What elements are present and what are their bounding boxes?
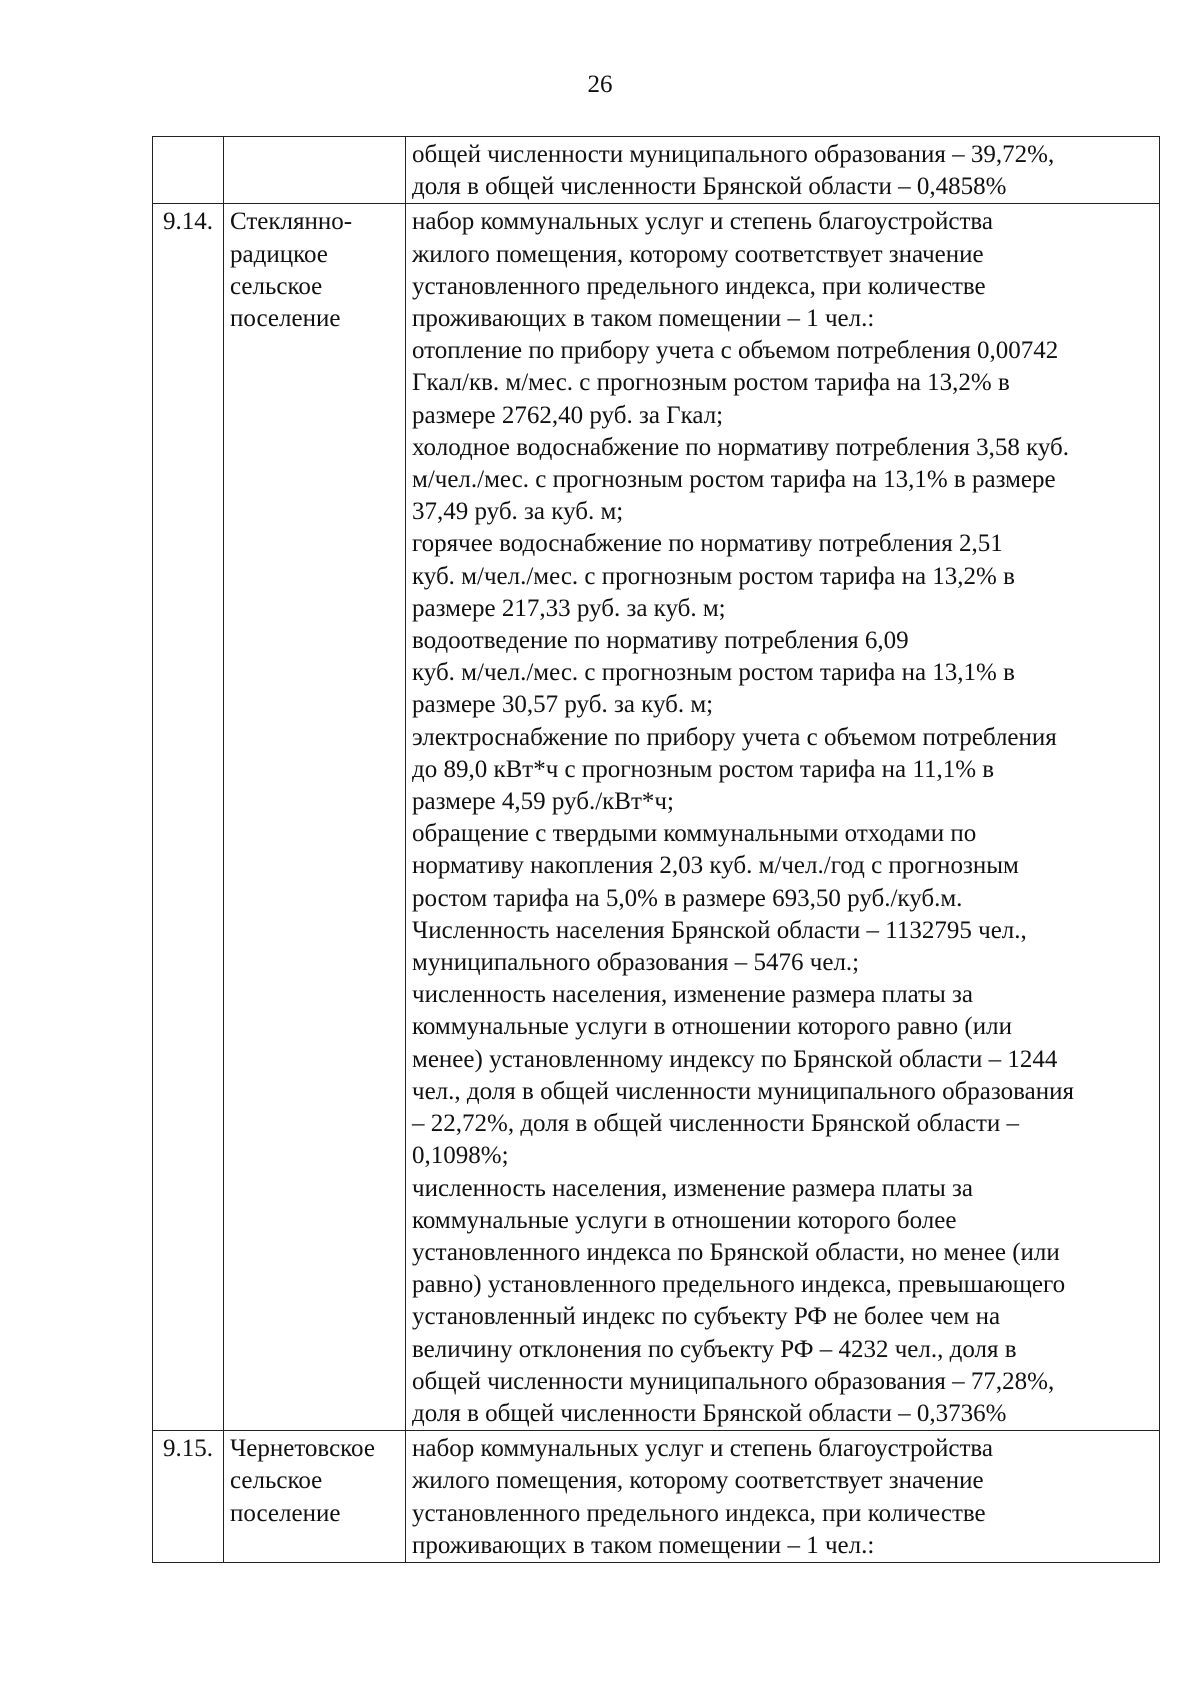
description-line: размере 4,59 руб./кВт*ч;: [412, 788, 674, 816]
description-line: установленный индекс по субъекту РФ не более чем на: [412, 1303, 1001, 1331]
description-line: ростом тарифа на 5,0% в размере 693,50 руб./куб.м.: [412, 884, 963, 912]
description-line: нормативу накопления 2,03 куб. м/чел./год с прогнозным: [412, 852, 1019, 880]
settlement-name-line: поселение: [230, 305, 341, 333]
description-line: общей численности муниципального образования – 77,28%,: [412, 1367, 1055, 1395]
description-line: набор коммунальных услуг и степень благоустройства: [412, 1435, 993, 1463]
description-line: обращение с твердыми коммунальными отходами по: [412, 820, 977, 848]
description-line: доля в общей численности Брянской области – 0,4858%: [412, 173, 1007, 201]
description-line: электроснабжение по прибору учета с объемом потребления: [412, 723, 1057, 751]
description-line: куб. м/чел./мес. с прогнозным ростом тарифа на 13,1% в: [412, 659, 1015, 687]
description-line: коммунальные услуги в отношении которого равно (или: [412, 1013, 1012, 1041]
description-line: до 89,0 кВт*ч с прогнозным ростом тарифа на 11,1% в: [412, 755, 995, 783]
description-line: жилого помещения, которому соответствует значение: [412, 240, 984, 268]
description-cell: [406, 1431, 1160, 1563]
description-line: набор коммунальных услуг и степень благоустройства: [412, 208, 993, 236]
description-line: куб. м/чел./мес. с прогнозным ростом тарифа на 13,2% в: [412, 562, 1015, 590]
description-line: менее) установленному индексу по Брянской области – 1244: [412, 1045, 1058, 1073]
table-row: [153, 204, 1160, 1431]
settlement-name-cell: [224, 1431, 406, 1563]
table-row: [153, 137, 1160, 204]
table-body: [153, 137, 1160, 1563]
description-line: 37,49 руб. за куб. м;: [412, 498, 624, 526]
description-line: установленного индекса по Брянской области, но менее (или: [412, 1238, 1060, 1266]
description-line: размере 2762,40 руб. за Гкал;: [412, 401, 724, 429]
description-line: 0,1098%;: [412, 1142, 509, 1170]
description-line: размере 30,57 руб. за куб. м;: [412, 691, 714, 719]
description-line: проживающих в таком помещении – 1 чел.:: [412, 305, 875, 333]
row-number: 9.15.: [153, 1431, 224, 1563]
municipality-table: [152, 136, 1160, 1563]
settlement-name-line: сельское: [230, 1467, 323, 1495]
description-line: проживающих в таком помещении – 1 чел.:: [412, 1531, 875, 1559]
description-line: отопление по прибору учета с объемом потребления 0,00742: [412, 337, 1059, 365]
description-line: доля в общей численности Брянской области – 0,3736%: [412, 1399, 1007, 1427]
description-cell: [406, 204, 1160, 1431]
description-line: численность населения, изменение размера платы за: [412, 1174, 973, 1202]
description-line: численность населения, изменение размера платы за: [412, 981, 973, 1009]
settlement-name-line: сельское: [230, 272, 323, 300]
description-line: установленного предельного индекса, при количестве: [412, 1499, 986, 1527]
settlement-name-cell: [224, 137, 406, 204]
description-line: величину отклонения по субъекту РФ – 4232 чел., доля в: [412, 1335, 1017, 1363]
description-line: общей численности муниципального образования – 39,72%,: [412, 141, 1055, 168]
description-line: Гкал/кв. м/мес. с прогнозным ростом тарифа на 13,2% в: [412, 369, 1010, 397]
description-line: муниципального образования – 5476 чел.;: [412, 949, 860, 977]
description-line: м/чел./мес. с прогнозным ростом тарифа на 13,1% в размере: [412, 466, 1056, 494]
page-number: 26: [587, 71, 613, 98]
description-line: коммунальные услуги в отношении которого более: [412, 1206, 957, 1234]
settlement-name-line: радицкое: [230, 240, 328, 268]
table-row: [153, 1431, 1160, 1563]
description-line: установленного предельного индекса, при количестве: [412, 272, 986, 300]
settlement-name-line: Чернетовское: [230, 1435, 375, 1463]
description-line: холодное водоснабжение по нормативу потребления 3,58 куб.: [412, 433, 1070, 461]
row-number: [153, 137, 224, 204]
row-number: 9.14.: [153, 204, 224, 1431]
description-line: чел., доля в общей численности муниципального образования: [412, 1077, 1074, 1105]
description-line: водоотведение по нормативу потребления 6,09: [412, 627, 909, 655]
description-line: размере 217,33 руб. за куб. м;: [412, 594, 726, 622]
description-line: жилого помещения, которому соответствует значение: [412, 1467, 984, 1495]
settlement-name-line: поселение: [230, 1499, 341, 1527]
description-cell: [406, 137, 1160, 204]
settlement-name-line: Стеклянно-: [230, 208, 353, 236]
description-line: Численность населения Брянской области – 1132795 чел.,: [412, 916, 1027, 944]
description-line: равно) установленного предельного индекса, превышающего: [412, 1271, 1066, 1299]
description-line: горячее водоснабжение по нормативу потребления 2,51: [412, 530, 1003, 558]
settlement-name-cell: [224, 204, 406, 1431]
description-line: – 22,72%, доля в общей численности Брянской области –: [412, 1110, 1019, 1138]
